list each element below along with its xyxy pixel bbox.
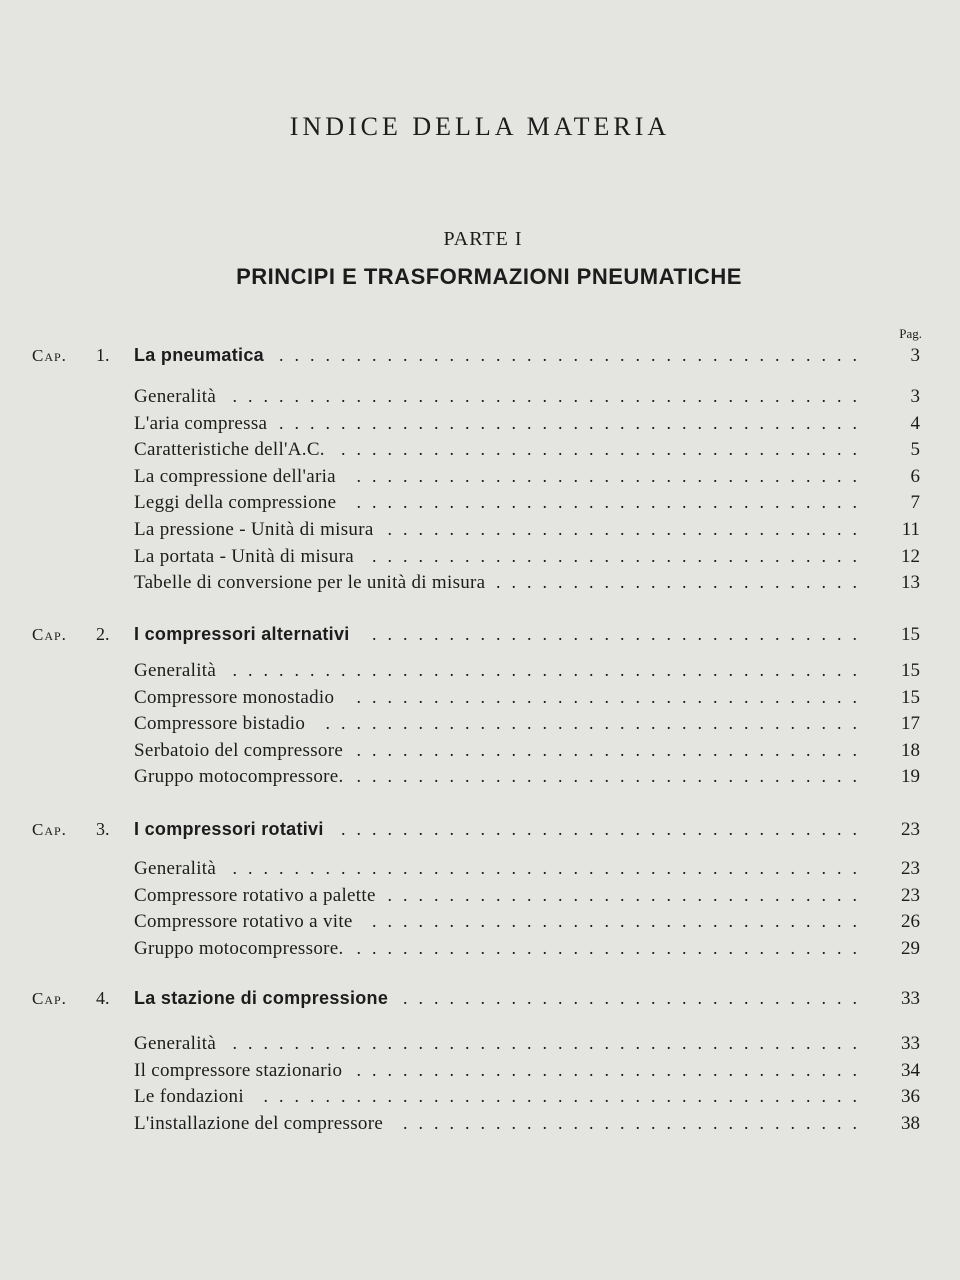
section-title: Le fondazioni: [134, 1086, 244, 1107]
section-title: L'installazione del compressore: [134, 1113, 384, 1134]
section-title: L'aria compressa: [134, 413, 268, 434]
dot-leader: .........................................: [232, 858, 868, 878]
dot-leader: .................................: [356, 492, 868, 512]
dot-leader: ..............................: [403, 988, 868, 1008]
dot-leader: .................................: [356, 766, 868, 786]
dot-leader: ...................................: [325, 713, 868, 733]
dot-leader: .........................................: [232, 1033, 868, 1053]
section-title: Compressore monostadio: [134, 687, 335, 708]
section-title: La portata - Unità di misura: [134, 546, 354, 567]
section-page-number: 38: [901, 1113, 920, 1134]
section-title: Caratteristiche dell'A.C.: [134, 439, 325, 460]
section-row[interactable]: [32, 713, 920, 739]
dot-leader: .................................: [356, 466, 868, 486]
section-title: Gruppo motocompressore.: [134, 766, 344, 787]
dot-leader: ..................................: [341, 439, 868, 459]
section-row[interactable]: [32, 858, 920, 884]
section-title: Gruppo motocompressore.: [134, 938, 344, 959]
section-row[interactable]: [32, 546, 920, 572]
dot-leader: ..............................: [403, 1113, 868, 1133]
page-column-label: Pag.: [899, 326, 922, 341]
section-row[interactable]: [32, 1113, 920, 1139]
chapter-number: 4.: [96, 988, 110, 1008]
section-row[interactable]: [32, 1060, 920, 1086]
section-page-number: 3: [910, 386, 920, 407]
chapter-cap-label: Cap.: [32, 346, 67, 365]
section-row[interactable]: [32, 466, 920, 492]
chapter-row[interactable]: [32, 345, 920, 371]
chapter-row[interactable]: [32, 819, 920, 845]
chapter-title: La stazione di compressione: [134, 988, 389, 1008]
section-page-number: 26: [901, 911, 920, 932]
dot-leader: .................................: [356, 938, 868, 958]
section-page-number: 34: [901, 1060, 920, 1081]
section-title: Generalità: [134, 386, 217, 407]
section-title: Serbatoio del compressore: [134, 740, 344, 761]
section-page-number: 29: [901, 938, 920, 959]
dot-leader: ..................................: [341, 819, 868, 839]
section-page-number: 36: [901, 1086, 920, 1107]
section-row[interactable]: [32, 687, 920, 713]
section-row[interactable]: [32, 572, 920, 598]
chapter-title: I compressori rotativi: [134, 819, 324, 839]
dot-leader: ......................................: [279, 345, 868, 365]
part-label: PARTE I: [443, 228, 523, 250]
dot-leader: ........................: [496, 572, 868, 592]
section-page-number: 17: [901, 713, 920, 734]
section-row[interactable]: [32, 911, 920, 937]
dot-leader: .................................: [356, 740, 868, 760]
chapter-number: 3.: [96, 819, 110, 839]
section-title: Compressore rotativo a palette: [134, 885, 376, 906]
dot-leader: ................................: [372, 624, 868, 644]
dot-leader: .........................................: [232, 660, 868, 680]
chapter-title: I compressori alternativi: [134, 624, 350, 644]
chapter-cap-label: Cap.: [32, 625, 67, 644]
chapter-number: 2.: [96, 624, 110, 644]
page-title: INDICE DELLA MATERIA: [289, 112, 671, 141]
section-title: La pressione - Unità di misura: [134, 519, 374, 540]
dot-leader: ...............................: [387, 885, 868, 905]
dot-leader: .......................................: [263, 1086, 868, 1106]
chapter-cap-label: Cap.: [32, 820, 67, 839]
section-page-number: 11: [901, 519, 920, 540]
dot-leader: .................................: [356, 1060, 868, 1080]
section-page-number: 4: [910, 413, 920, 434]
section-row[interactable]: [32, 740, 920, 766]
section-page-number: 15: [901, 687, 920, 708]
section-row[interactable]: [32, 413, 920, 439]
section-row[interactable]: [32, 439, 920, 465]
section-page-number: 12: [901, 546, 920, 567]
section-page-number: 6: [910, 466, 920, 487]
section-page-number: 33: [901, 1033, 920, 1054]
chapter-cap-label: Cap.: [32, 989, 67, 1008]
chapter-page-number: 23: [901, 819, 920, 840]
dot-leader: ................................: [372, 546, 868, 566]
chapter-page-number: 33: [901, 988, 920, 1009]
section-page-number: 19: [901, 766, 920, 787]
chapter-page-number: 15: [901, 624, 920, 645]
section-row[interactable]: [32, 885, 920, 911]
section-title: Generalità: [134, 660, 217, 681]
dot-leader: ................................: [372, 911, 868, 931]
section-page-number: 23: [901, 885, 920, 906]
dot-leader: .........................................: [232, 386, 868, 406]
chapter-row[interactable]: [32, 624, 920, 650]
section-row[interactable]: [32, 1033, 920, 1059]
section-page-number: 13: [901, 572, 920, 593]
chapter-page-number: 3: [910, 345, 920, 366]
section-row[interactable]: [32, 519, 920, 545]
section-page-number: 5: [910, 439, 920, 460]
section-title: Tabelle di conversione per le unità di misura: [134, 572, 486, 593]
dot-leader: ...............................: [387, 519, 868, 539]
section-title: Generalità: [134, 1033, 217, 1054]
chapter-row[interactable]: [32, 988, 920, 1014]
section-title: Compressore bistadio: [134, 713, 306, 734]
section-row[interactable]: [32, 1086, 920, 1112]
section-page-number: 7: [910, 492, 920, 513]
section-title: Leggi della compressione: [134, 492, 337, 513]
section-row[interactable]: [32, 938, 920, 964]
section-row[interactable]: [32, 660, 920, 686]
chapter-number: 1.: [96, 345, 110, 365]
dot-leader: ......................................: [279, 413, 868, 433]
section-row[interactable]: [32, 386, 920, 412]
section-title: Il compressore stazionario: [134, 1060, 343, 1081]
section-title: Compressore rotativo a vite: [134, 911, 353, 932]
part-title: PRINCIPI E TRASFORMAZIONI PNEUMATICHE: [236, 264, 742, 289]
section-page-number: 23: [901, 858, 920, 879]
chapter-title: La pneumatica: [134, 345, 264, 365]
section-row[interactable]: [32, 766, 920, 792]
dot-leader: .................................: [356, 687, 868, 707]
section-title: La compressione dell'aria: [134, 466, 336, 487]
section-row[interactable]: [32, 492, 920, 518]
section-page-number: 18: [901, 740, 920, 761]
section-title: Generalità: [134, 858, 217, 879]
section-page-number: 15: [901, 660, 920, 681]
